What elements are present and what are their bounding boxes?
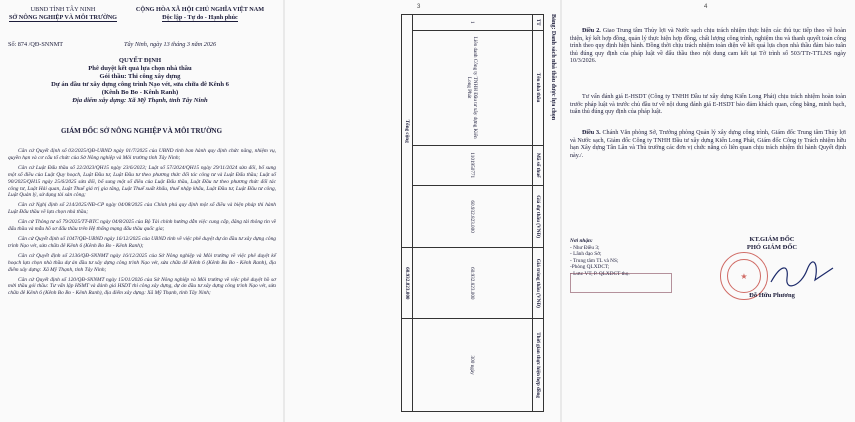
article-2-evaluator <box>570 94 846 117</box>
table-row <box>412 15 532 412</box>
table-total-row <box>401 15 412 412</box>
signature-block <box>702 236 842 252</box>
preamble-paragraph: Căn cứ Thông tư số 79/2025/TT-BTC ngày 04/8/2025 của Bộ Tài chính hướng dẫn việc cung cấp, đăng tải thông tin về đấu thầu và mẫu hồ sơ đấu thầu trên Hệ thống mạng đấu thầu quốc gia; <box>8 219 276 233</box>
title-line-3: Dự án đầu tư xây dựng công trình Nạo vét, sửa chữa đê Kênh 6 <box>51 81 229 88</box>
signer-name: Đỗ Hữu Phương <box>749 292 795 299</box>
recipient-item: - Như Điều 3; <box>570 244 600 251</box>
agency-line-2: SỞ NÔNG NGHIỆP VÀ MÔI TRƯỜNG <box>8 13 117 21</box>
recipients-label: Nơi nhận: <box>570 238 593 244</box>
contractor-table <box>401 14 544 412</box>
signature-line-2: PHÓ GIÁM ĐỐC <box>746 243 798 251</box>
table-header: Tên nhà thầu <box>532 30 543 145</box>
article-label: Điều 2. <box>582 28 601 34</box>
recipient-item: - Lãnh đạo Sở; <box>570 251 602 258</box>
table-cell-empty <box>401 319 412 412</box>
recipient-item: -Phòng QLXDCT; <box>570 264 610 271</box>
total-label: Tổng cộng <box>401 15 412 248</box>
agency-line-1: UBND TỈNH TÂY NINH <box>30 6 96 13</box>
table-caption: Bảng: Danh sách nhà thầu được lựa chọn <box>550 14 556 121</box>
page-1 <box>0 0 283 422</box>
recipient-item: - Trung tâm TL và NS; <box>570 257 619 264</box>
page-4 <box>562 0 855 422</box>
article-text: Chánh Văn phòng Sở, Trưởng phòng Quản lý xây dựng công trình, Giám đốc Trung tâm Thủy lợi và Nước sạch, Giám đốc Công ty TNHH Đầu tư xây dựng Kiến Long Phát, Giám đốc Công ty Trách nhiệm hữu hạn Xây dựng Tân Lân và Thủ trưởng các đơn vị chức năng có liên quan chịu trách nhiệm thi hành Quyết định này./. <box>570 130 846 159</box>
total-value: 60.932.823.000 <box>401 248 412 319</box>
page-number: 4 <box>704 4 708 10</box>
signature-line-1: KT.GIÁM ĐỐC <box>749 236 795 243</box>
table-header: Giá trúng thầu (VNĐ) <box>532 248 543 319</box>
article-2 <box>570 28 846 66</box>
title-line-4: (Kênh Bo Bo - Kênh Ranh) <box>101 89 179 96</box>
article-3 <box>570 130 846 160</box>
director-heading: GIÁM ĐỐC SỞ NÔNG NGHIỆP VÀ MÔI TRƯỜNG <box>60 127 223 135</box>
decision-title <box>30 57 250 105</box>
title-line-2: Gói thầu: Thi công xây dựng <box>99 73 181 80</box>
table-cell: 60.932.823.000 <box>412 248 532 319</box>
page-number: 3 <box>417 4 421 10</box>
table-header: Mã số thuế <box>532 145 543 185</box>
table-cell: 60.932.823.000 <box>412 185 532 248</box>
preamble-paragraph: Căn cứ Quyết định số 03/2025/QĐ-UBND ngày 01/7/2025 của UBND tỉnh ban hành quy định chức năng, nhiệm vụ, quyền hạn và cơ cấu tổ chức của Sở Nông nghiệp và Môi trường tỉnh Tây Ninh; <box>8 148 276 161</box>
nation-name: CỘNG HÒA XÃ HỘI CHỦ NGHĨA VIỆT NAM <box>135 6 265 13</box>
title-kind: QUYẾT ĐỊNH <box>118 57 162 64</box>
preamble-paragraph: Căn cứ Nghị định số 214/2025/NĐ-CP ngày 04/08/2025 của Chính phủ quy định một số điều và biện pháp thi hành Luật Đấu thầu về lựa chọn nhà thầu; <box>8 202 276 216</box>
table-cell: 1 <box>412 15 532 31</box>
article-text: Tư vấn đánh giá E-HSDT (Công ty TNHH Đầu tư xây dựng Kiến Long Phát) chịu trách nhiệm hoàn toàn trước pháp luật và trước chủ đầu tư về nội dung đánh giá E-HSDT bảo đảm khách quan, công bằng, minh bạch, tuân thủ đúng quy định của pháp luật. <box>570 94 846 116</box>
table-header: Giá dự thầu (VNĐ) <box>532 185 543 248</box>
recipient-item: - Lưu: VT, P. QLXDCT thọ. <box>570 270 630 277</box>
document-number: Số: 874 /QĐ-SNNMT <box>8 41 64 48</box>
preamble-paragraph: Căn cứ Luật Đấu thầu số 22/2023/QH15 ngày 23/6/2023; Luật số 57/2024/QH15 ngày 29/11/2024 sửa đổi, bổ sung một số điều của Luật Quy hoạch, Luật Đầu tư, Luật Đầu tư theo phương thức đối tác công tư và Luật Đấu thầu; Luật số 90/2025/QH15 ngày 25/6/2025 sửa đổi, bổ sung một số điều của Luật Đấu thầu, Luật Đầu tư theo phương thức đối tác công tư, Luật Hải quan, Luật Thuế giá trị gia tăng, Luật Thuế xuất khẩu, thuế nhập khẩu, Luật Đầu tư, Luật Đầu tư công, Luật Quản lý, sử dụng tài sản công; <box>8 164 276 199</box>
preamble-paragraph: Căn cứ Quyết định số 120/QĐ-SNNMT ngày 15/01/2026 của Sở Nông nghiệp và Môi trường về việc phê duyệt hồ sơ mời thầu gói thầu: Tư vấn lập HSMT và đánh giá HSDT thi công xây dựng, dự án đầu tư xây dựng công trình Nạo vét, sửa chữa đê Kênh 6 (Kênh Bo Bo - Kênh Ranh), địa điểm xây dựng: Xã Mỹ Thạnh, tỉnh Tây Ninh; <box>8 276 276 297</box>
title-line-5: Địa điểm xây dựng: Xã Mỹ Thạnh, tỉnh Tây Ninh <box>72 97 208 104</box>
table-header-row <box>532 15 543 412</box>
title-line-1: Phê duyệt kết quả lựa chọn nhà thầu <box>88 65 192 72</box>
page-3 <box>285 0 560 422</box>
article-text: Giao Trung tâm Thủy lợi và Nước sạch chịu trách nhiệm thực hiện các thủ tục tiếp theo về hoàn thiện, ký kết hợp đồng, quản lý thực hiện hợp đồng, chất lượng công trình, nghiệm thu và thanh quyết toán công trình theo quy định hiện hành. Đồng thời chịu trách nhiệm toàn diện về kết quả lựa chọn nhà thầu đảm bảo tuân thủ đúng quy định của pháp luật về đấu thầu theo nội dung cam kết tại Tờ trình số 503/TTr-TTLNS ngày 10/3/2026. <box>570 28 847 65</box>
rotated-table-block <box>285 0 560 422</box>
official-seal-icon: ★ <box>720 252 768 300</box>
document-date: Tây Ninh, ngày 13 tháng 3 năm 2026 <box>124 41 217 48</box>
table-cell: 1101950771 <box>412 145 532 185</box>
preamble-paragraph: Căn cứ Quyết định số 2136/QĐ-SNNMT ngày 16/12/2025 của Sở Nông nghiệp và Môi trường về việc phê duyệt kế hoạch lựa chọn nhà thầu dự án đầu tư xây dựng công trình Nạo vét, sửa chữa đê Kênh 6 (Kênh Bo Bo - Kênh Ranh), địa điểm xây dựng: Xã Mỹ Thạnh, tỉnh Tây Ninh; <box>8 252 276 273</box>
preamble-paragraph: Căn cứ Quyết định số 1047/QĐ-UBND ngày 16/12/2025 của UBND tỉnh về việc phê duyệt dự án đầu tư xây dựng công trình Nạo vét, sửa chữa đê Kênh 6 (Kênh Bo Bo - Kênh Ranh); <box>8 235 276 249</box>
table-cell: 300 ngày <box>412 319 532 412</box>
recipients <box>570 238 690 278</box>
motto: Độc lập - Tự do - Hạnh phúc <box>162 13 238 21</box>
preamble <box>8 148 276 300</box>
digital-signature-stamp-icon <box>570 273 672 293</box>
issuing-agency <box>4 6 122 22</box>
table-header: Thời gian thực hiện hợp đồng <box>532 319 543 412</box>
handwritten-signature-icon <box>767 260 837 290</box>
article-label: Điều 3. <box>582 130 601 136</box>
table-header: TT <box>532 15 543 31</box>
national-header <box>120 6 280 22</box>
table-cell: Liên danh Công ty TNHH Đầu tư xây dựng Kiến Long Phát <box>412 30 532 145</box>
